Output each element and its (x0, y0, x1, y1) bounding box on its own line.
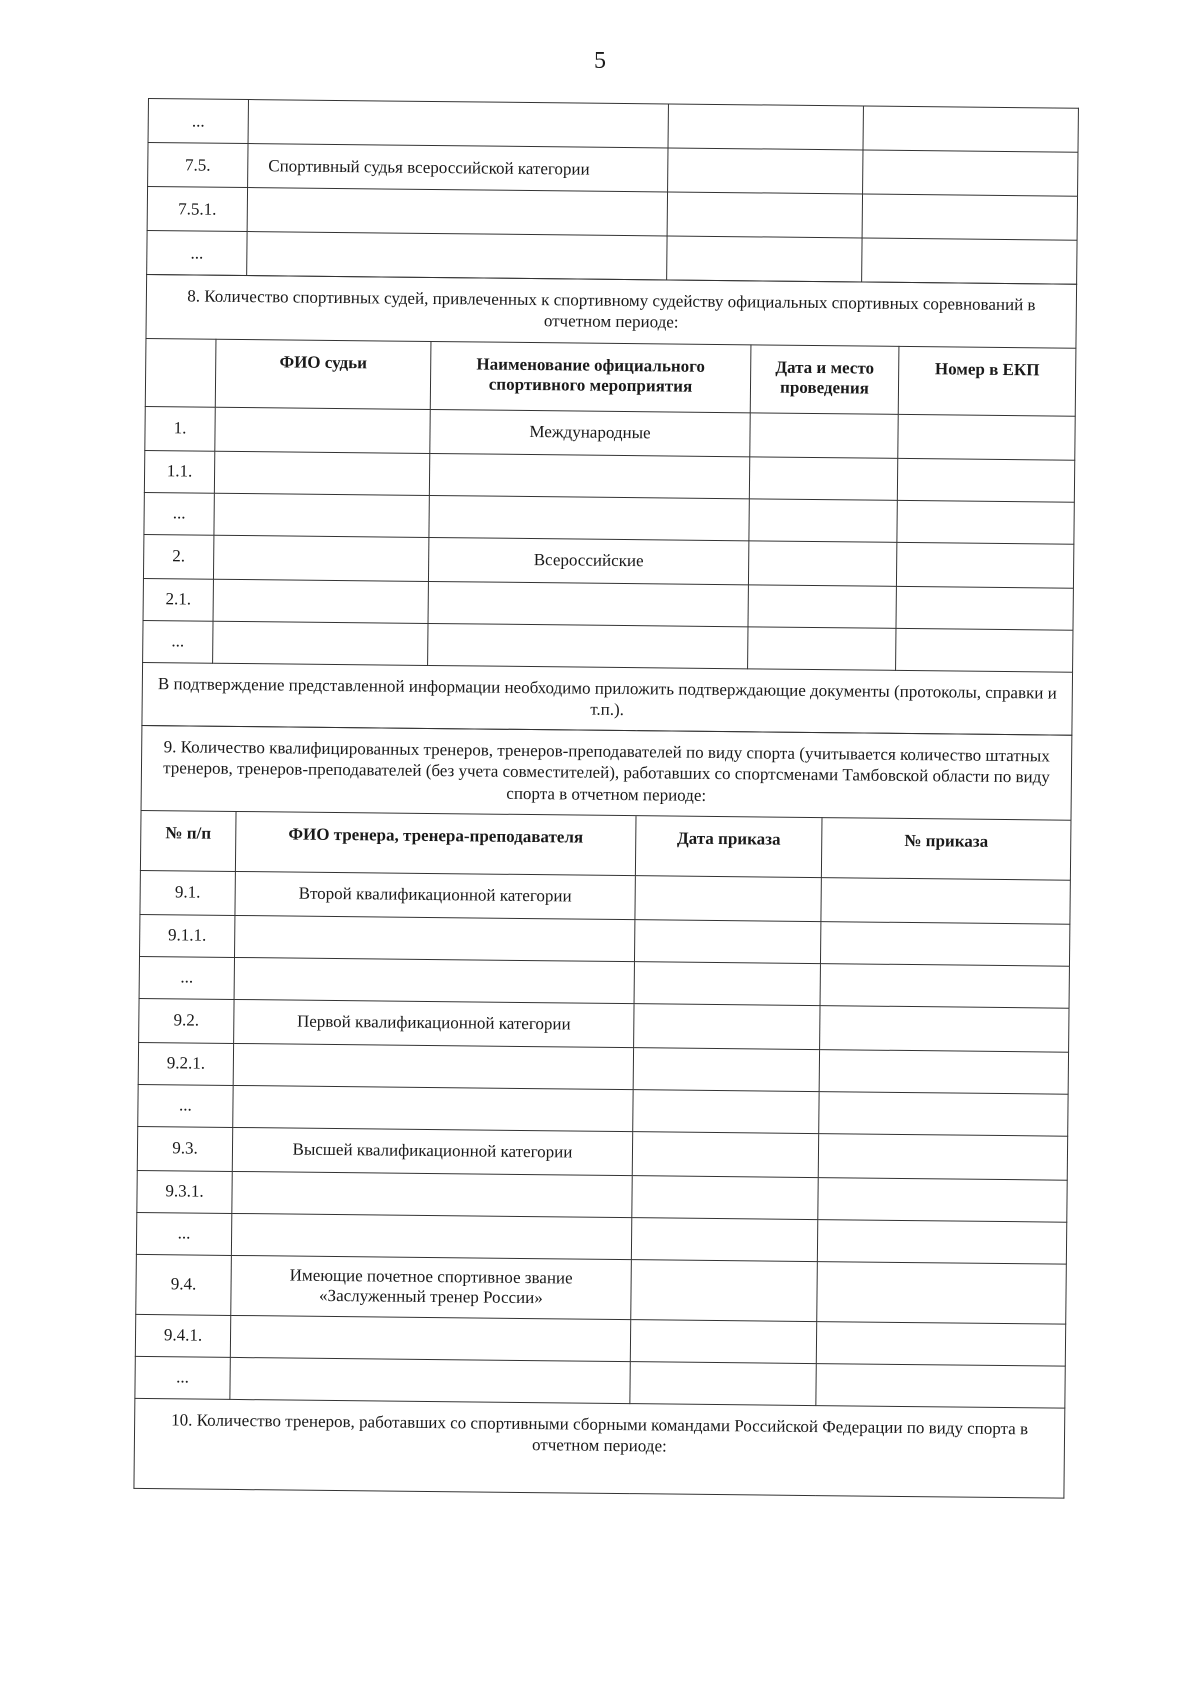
empty-cell (819, 1049, 1068, 1094)
empty-cell (667, 192, 862, 238)
empty-cell (749, 498, 897, 542)
section-10-title: 10. Количество тренеров, работавших со спортивными сборными командами Российской Федерации по виду спорта в отчетном периоде: (134, 1398, 1065, 1498)
table-header-row (140, 810, 1071, 880)
section-heading-row (134, 1398, 1065, 1498)
column-header: Дата приказа (635, 815, 822, 877)
empty-cell (897, 500, 1074, 544)
coach-category (230, 1315, 630, 1361)
column-header: ФИО тренера, тренера-преподавателя (235, 811, 636, 875)
row-number: 7.5.1. (147, 187, 247, 232)
empty-cell (634, 961, 820, 1005)
coach-category: Первой квалификационной категории (234, 999, 634, 1047)
coach-category: Имеющие почетное спортивное звание «Заслуженный тренер России» (231, 1255, 632, 1319)
row-number: 2. (143, 534, 213, 579)
empty-cell (896, 628, 1073, 672)
empty-cell (863, 106, 1078, 152)
row-number: 9.4. (136, 1254, 232, 1315)
empty-cell (818, 1177, 1067, 1222)
coach-category (233, 1043, 633, 1089)
row-number: ... (135, 1356, 230, 1399)
row-number: 1.1. (144, 450, 214, 493)
row-number: ... (139, 956, 234, 999)
empty-cell (749, 456, 897, 500)
section-9-title: 9. Количество квалифицированных тренеров, тренеров-преподавателей по виду спорта (учитывается количество штатных тренеров, тренеров-преподавателей (без учета совместителей), работавших со спортсменами Тамбовской области по виду спорта в отчетном периоде: (141, 725, 1072, 819)
empty-cell (630, 1319, 816, 1363)
row-number: 9.2.1. (138, 1042, 233, 1085)
row-name (248, 100, 668, 148)
empty-cell (667, 236, 862, 282)
empty-cell (821, 877, 1070, 924)
note-row (142, 662, 1073, 735)
row-number: 9.1.1. (140, 914, 235, 957)
coach-category (232, 1171, 632, 1217)
section-8-note: В подтверждение представленной информации необходимо приложить подтверждающие документы (протоколы, справки и т.п.). (142, 662, 1073, 735)
empty-cell (819, 1091, 1068, 1136)
page-number: 5 (594, 48, 606, 74)
empty-cell (213, 579, 428, 623)
table-row (136, 1254, 1067, 1324)
empty-cell (896, 542, 1074, 588)
empty-cell (632, 1131, 818, 1177)
coach-category (231, 1213, 631, 1259)
empty-cell (633, 1089, 819, 1133)
empty-cell (633, 1047, 819, 1091)
section-heading-row (146, 274, 1077, 347)
coach-category (230, 1357, 630, 1403)
event-category: Международные (430, 409, 750, 456)
row-number: 9.3. (137, 1126, 232, 1171)
column-header: Наименование официального спортивного мероприятия (430, 341, 751, 412)
empty-cell (817, 1261, 1067, 1324)
empty-cell (863, 150, 1078, 196)
empty-cell (862, 194, 1077, 240)
row-number: 9.3.1. (137, 1170, 232, 1213)
empty-cell (634, 1003, 820, 1049)
row-number: ... (144, 492, 214, 535)
section-heading-row (141, 725, 1072, 819)
row-number: 2.1. (143, 578, 213, 621)
empty-cell (816, 1321, 1065, 1366)
coach-category (235, 915, 635, 961)
empty-cell (632, 1175, 818, 1219)
column-header: Дата и место проведения (750, 344, 899, 414)
empty-cell (898, 414, 1076, 460)
row-number: 9.4.1. (135, 1314, 230, 1357)
table-header-row (145, 338, 1076, 416)
empty-cell (215, 407, 430, 453)
empty-cell (631, 1217, 817, 1261)
row-number: ... (147, 230, 247, 275)
empty-cell (214, 493, 429, 537)
column-header: Номер в ЕКП (898, 346, 1076, 416)
empty-cell (750, 412, 898, 458)
empty-cell (631, 1259, 818, 1321)
section-8-title: 8. Количество спортивных судей, привлеченных к спортивному судейству официальных спортивных соревнований в отчетном периоде: (146, 274, 1077, 347)
row-name (247, 232, 667, 280)
coach-category (233, 1085, 633, 1131)
column-header: ФИО судьи (215, 339, 431, 409)
empty-cell (817, 1219, 1066, 1264)
table-section-9 (133, 725, 1072, 1498)
row-number: ... (143, 620, 213, 663)
row-number: ... (148, 99, 248, 144)
coach-category: Высшей квалификационной категории (232, 1127, 632, 1175)
row-number: 9.2. (139, 998, 234, 1043)
row-number: 1. (145, 406, 215, 451)
column-header (145, 338, 216, 407)
row-number: ... (138, 1084, 233, 1127)
empty-cell (748, 540, 896, 586)
empty-cell (816, 1363, 1065, 1408)
empty-cell (820, 1005, 1069, 1052)
empty-cell (820, 963, 1069, 1008)
document-body (133, 98, 1078, 1498)
empty-cell (214, 451, 429, 495)
row-number: ... (136, 1212, 231, 1255)
event-category (428, 623, 748, 668)
empty-cell (668, 148, 863, 194)
table-section-8 (141, 274, 1077, 736)
row-name: Спортивный судья всероссийской категории (248, 144, 668, 192)
empty-cell (635, 875, 821, 921)
empty-cell (213, 621, 428, 665)
event-category: Всероссийские (428, 537, 748, 584)
empty-cell (862, 238, 1077, 284)
table-section-7 (146, 98, 1079, 285)
row-number: 9.1. (140, 870, 235, 915)
event-category (429, 453, 749, 498)
coach-category (234, 957, 634, 1003)
empty-cell (630, 1361, 816, 1405)
empty-cell (820, 921, 1069, 966)
coach-category: Второй квалификационной категории (235, 871, 635, 919)
row-number: 7.5. (148, 143, 248, 188)
empty-cell (897, 458, 1074, 502)
column-header: № п/п (140, 810, 236, 871)
empty-cell (818, 1133, 1067, 1180)
empty-cell (748, 626, 896, 670)
row-name (247, 188, 667, 236)
empty-cell (668, 104, 863, 150)
empty-cell (634, 919, 820, 963)
empty-cell (748, 584, 896, 628)
event-category (428, 581, 748, 626)
event-category (429, 495, 749, 540)
empty-cell (213, 535, 428, 581)
column-header: № приказа (821, 817, 1071, 880)
empty-cell (896, 586, 1073, 630)
